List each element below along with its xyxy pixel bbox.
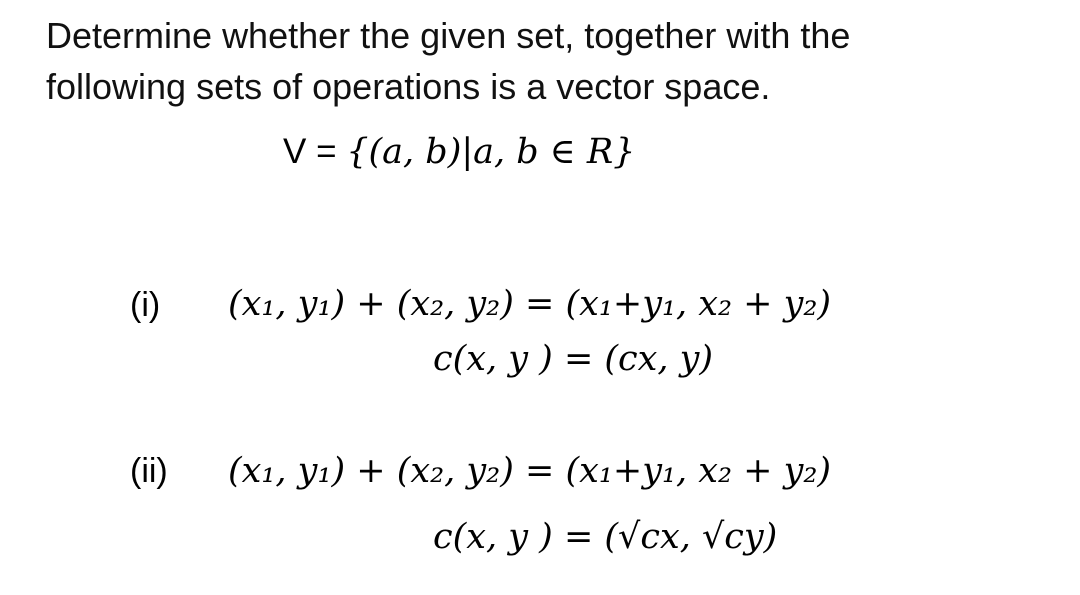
part-i-scalar-rhs: (cx, y) [604,339,714,379]
problem-line-2: following sets of operations is a vector space. [46,66,771,107]
part-ii-label: (ii) [130,452,168,490]
part-i-addition-rhs: (x₁+y₁, x₂ + y₂) [565,284,832,324]
part-ii-scalar-rhs: (√cx, √cy) [604,517,778,557]
part-ii-addition-lhs: (x₁, y₁) + (x₂, y₂) [228,451,514,491]
part-i-label: (i) [130,286,161,324]
part-i-scalar: c(x, y ) = (cx, y) [433,339,714,379]
part-ii-addition: (x₁, y₁) + (x₂, y₂) = (x₁+y₁, x₂ + y₂) [228,451,832,491]
problem-line-1: Determine whether the given set, together with the [46,15,851,56]
set-equals: = [306,132,347,171]
part-ii-scalar: c(x, y ) = (√cx, √cy) [433,517,778,557]
part-i-scalar-lhs: c(x, y ) [433,339,553,379]
part-ii-addition-rhs: (x₁+y₁, x₂ + y₂) [565,451,832,491]
part-ii-scalar-lhs: c(x, y ) [433,517,553,557]
set-builder: {(a, b)|a, b ∈ R} [346,132,636,172]
set-name: V [283,132,307,171]
part-i-addition: (x₁, y₁) + (x₂, y₂) = (x₁+y₁, x₂ + y₂) [228,284,832,324]
problem-statement [46,10,1056,112]
part-i-addition-lhs: (x₁, y₁) + (x₂, y₂) [228,284,514,324]
set-definition [283,132,635,172]
